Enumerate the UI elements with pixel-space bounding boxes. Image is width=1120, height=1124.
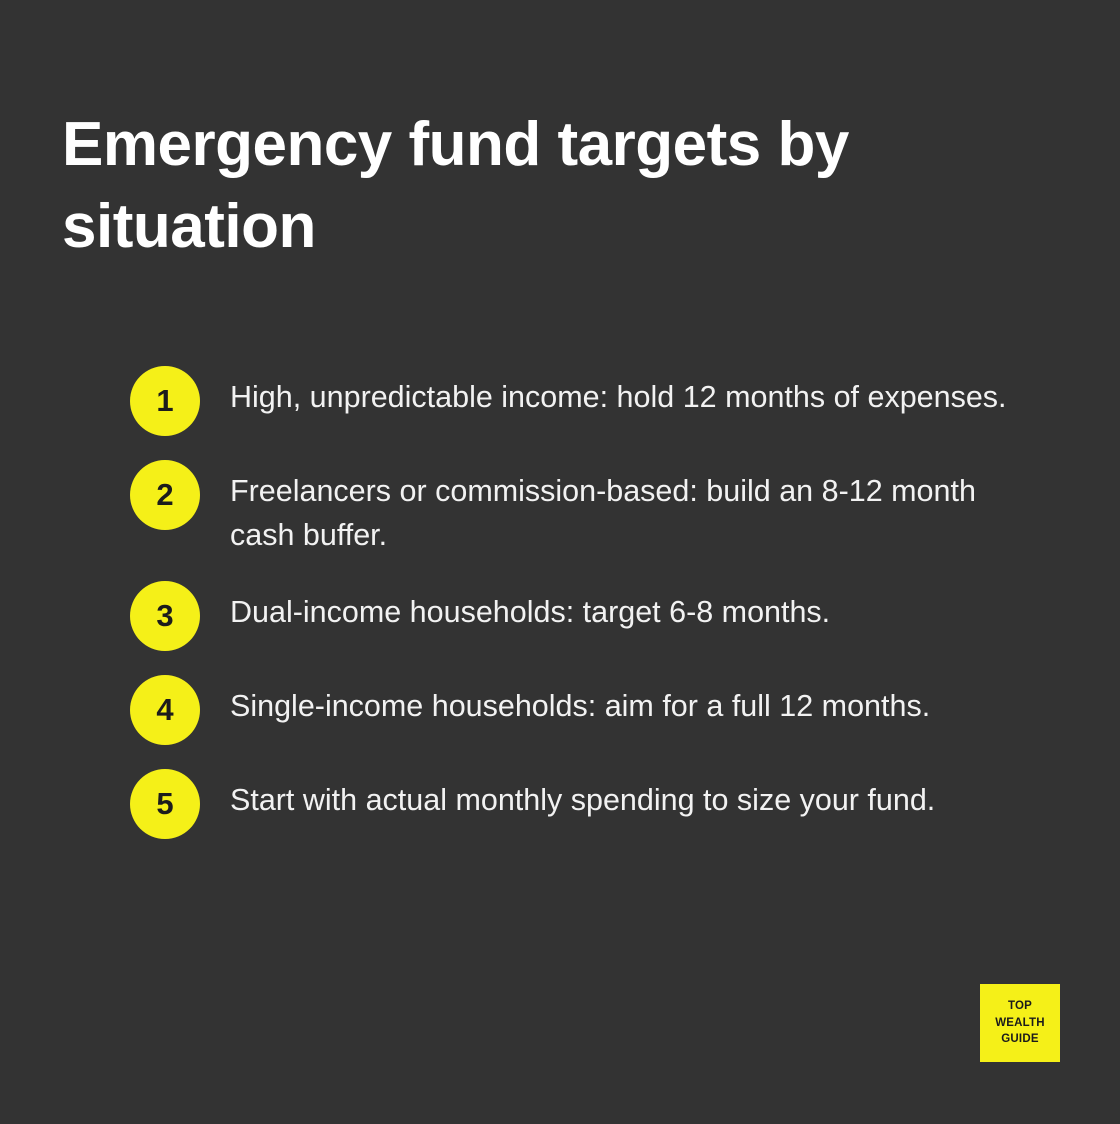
list-item-text: Start with actual monthly spending to size your fund.	[230, 783, 936, 818]
list-item	[130, 460, 1050, 557]
list-item-text: High, unpredictable income: hold 12 months of expenses.	[230, 380, 1007, 414]
list-item	[130, 675, 1050, 745]
tips-list	[130, 366, 1050, 863]
list-item-text: Dual-income households: target 6-8 months.	[230, 595, 831, 630]
brand-logo-line-3: GUIDE	[1001, 1033, 1039, 1046]
brand-logo-line-2: WEALTH	[995, 1016, 1045, 1029]
brand-logo	[980, 984, 1060, 1062]
list-item-number-badge: 5	[130, 769, 200, 839]
list-item	[130, 366, 1050, 436]
list-item-number-badge: 1	[130, 366, 200, 436]
list-item	[130, 581, 1050, 651]
list-item	[130, 769, 1050, 839]
list-item-number-badge: 2	[130, 460, 200, 530]
list-item-number-badge: 3	[130, 581, 200, 651]
list-item-text: Single-income households: aim for a full 12 months.	[230, 689, 931, 724]
brand-logo-line-1: TOP	[1007, 999, 1033, 1012]
list-item-number-badge: 4	[130, 675, 200, 745]
list-item-text: Freelancers or commission-based: build an 8-12 month cash buffer.	[230, 474, 976, 553]
page-title: Emergency fund targets by situation	[62, 110, 849, 261]
